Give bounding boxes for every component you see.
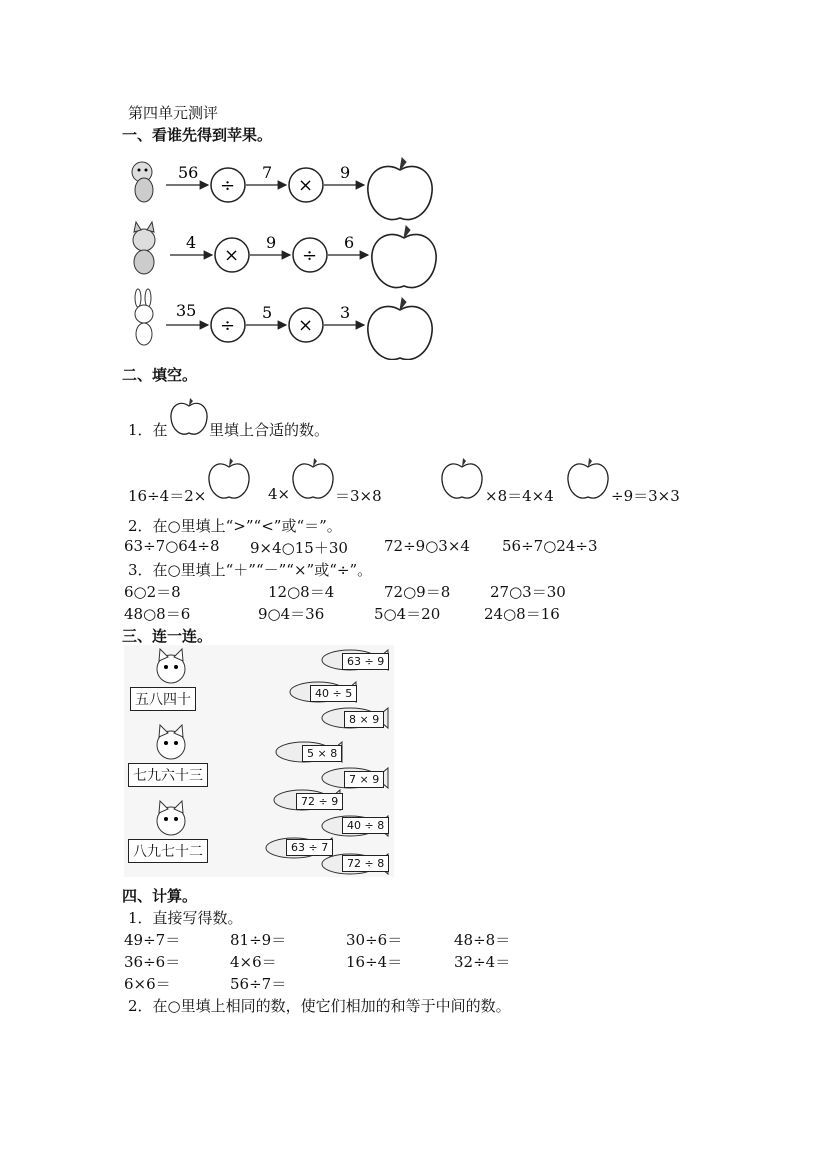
calc-r2-2: 4×6＝ (230, 953, 277, 971)
section-heading-1: 一、看谁先得到苹果。 (122, 126, 273, 144)
q1-item-2-right: ＝3×8 (335, 487, 382, 505)
cat-icon (146, 723, 196, 763)
q3-r2-1: 48○8＝6 (124, 605, 191, 623)
calc-r1-3: 30÷6＝ (346, 931, 403, 949)
fish-label-6[interactable]: 72 ÷ 9 (296, 793, 343, 810)
apple-blank[interactable] (292, 456, 334, 502)
q2-item-2: 9×4○15＋30 (250, 539, 348, 557)
row3-num1: 35 (176, 301, 197, 320)
matching-panel (124, 645, 394, 877)
fish-label-3[interactable]: 8 × 9 (344, 711, 384, 728)
q2-prompt: 2．在○里填上“>”“<”或“＝”。 (128, 517, 342, 535)
q3-r2-4: 24○8＝16 (484, 605, 560, 623)
row2-num3: 6 (344, 233, 355, 252)
row2-op2: ÷ (302, 245, 318, 266)
q3-r2-3: 5○4＝20 (374, 605, 441, 623)
q2-item-1: 63÷7○64÷8 (124, 537, 220, 555)
row2-op1: × (224, 245, 240, 266)
calc-r3-2: 56÷7＝ (230, 975, 287, 993)
cat-icon (146, 647, 196, 687)
q1-item-3: ×8＝4×4 (485, 487, 554, 505)
row1-op1: ÷ (220, 175, 236, 196)
fish-label-7[interactable]: 40 ÷ 8 (342, 817, 389, 834)
q3-r1-2: 12○8＝4 (268, 583, 335, 601)
row2-num1: 4 (186, 233, 197, 252)
calc-q2-prompt: 2．在○里填上相同的数，使它们相加的和等于中间的数。 (128, 997, 511, 1015)
race-row-2 (133, 222, 436, 288)
apple-blank[interactable] (567, 456, 609, 502)
q3-r1-4: 27○3＝30 (490, 583, 566, 601)
cat-label-3[interactable]: 八九七十二 (128, 839, 208, 863)
cat-label-1[interactable]: 五八四十 (130, 687, 196, 711)
row1-num1: 56 (178, 163, 199, 182)
row3-num3: 3 (340, 303, 351, 322)
row3-op1: ÷ (220, 315, 236, 336)
q1-item-4: ÷9＝3×3 (611, 487, 680, 505)
row3-num2: 5 (262, 303, 273, 322)
fish-label-4[interactable]: 5 × 8 (302, 745, 342, 762)
q3-r1-3: 72○9＝8 (384, 583, 451, 601)
q1-suffix: 里填上合适的数。 (209, 421, 330, 439)
q3-r2-2: 9○4＝36 (258, 605, 325, 623)
fish-label-8[interactable]: 63 ÷ 7 (286, 839, 333, 856)
section-heading-3: 三、连一连。 (122, 627, 213, 645)
cat-icon (133, 222, 155, 274)
fish-label-2[interactable]: 40 ÷ 5 (310, 685, 357, 702)
section-heading-2: 二、填空。 (122, 366, 198, 384)
apple-blank[interactable] (208, 456, 250, 502)
calc-r2-3: 16÷4＝ (346, 953, 403, 971)
row1-num3: 9 (340, 163, 351, 182)
apple-icon (372, 226, 436, 288)
row2-num2: 9 (266, 233, 277, 252)
apple-blank[interactable] (441, 456, 483, 502)
q1-item-1: 16÷4＝2× (128, 487, 207, 505)
apple-icon (368, 298, 432, 360)
section-heading-4: 四、计算。 (122, 887, 198, 905)
q2-item-3: 72÷9○3×4 (384, 537, 470, 555)
q3-r1-1: 6○2＝8 (124, 583, 181, 601)
q2-item-4: 56÷7○24÷3 (502, 537, 598, 555)
calc-r2-1: 36÷6＝ (124, 953, 181, 971)
cat-label-2[interactable]: 七九六十三 (128, 763, 208, 787)
row1-op2: × (298, 175, 314, 196)
calc-r1-4: 48÷8＝ (454, 931, 511, 949)
fish-label-5[interactable]: 7 × 9 (344, 771, 384, 788)
q3-prompt: 3．在○里填上“＋”“－”“×”或“÷”。 (128, 561, 373, 579)
calc-r1-2: 81÷9＝ (230, 931, 287, 949)
row1-num2: 7 (262, 163, 273, 182)
fish-label-1[interactable]: 63 ÷ 9 (342, 653, 389, 670)
calc-r1-1: 49÷7＝ (124, 931, 181, 949)
calc-r3-1: 6×6＝ (124, 975, 171, 993)
rabbit-icon (135, 289, 153, 345)
row3-op2: × (298, 315, 314, 336)
apple-icon (170, 396, 208, 438)
q1-prefix: 1．在 (128, 421, 168, 439)
dog-icon (132, 162, 153, 202)
apple-icon (368, 158, 432, 220)
calc-q1-prompt: 1．直接写得数。 (128, 909, 243, 927)
fish-label-9[interactable]: 72 ÷ 8 (342, 855, 389, 872)
race-row-1 (132, 158, 432, 220)
q1-item-2-left: 4× (268, 485, 291, 503)
cat-icon (146, 799, 196, 839)
race-row-3 (135, 289, 432, 360)
calc-r2-4: 32÷4＝ (454, 953, 511, 971)
apple-race-diagram (120, 150, 440, 360)
page-title: 第四单元测评 (128, 104, 219, 122)
